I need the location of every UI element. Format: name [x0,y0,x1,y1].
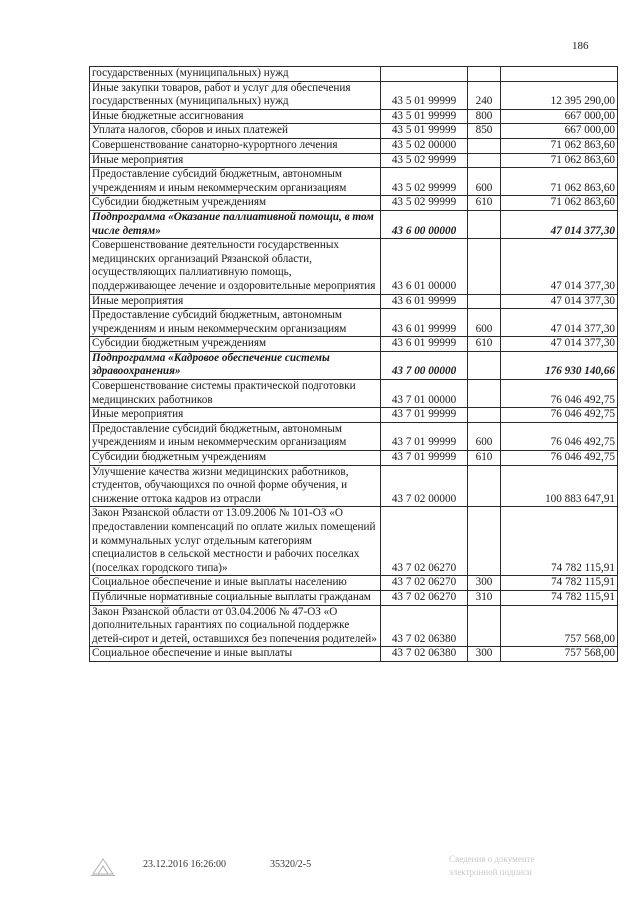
row-name-cell: Предоставление субсидий бюджетным, автономным учреждениям и иным некоммерческим организациям [90,422,381,450]
row-code-cell: 43 7 01 99999 [381,422,468,450]
table-row [90,451,618,466]
row-code-cell: 43 7 00 00000 [381,351,468,379]
table-row [90,576,618,591]
row-amount-cell: 71 062 863,60 [501,138,618,153]
row-expense-type-cell: 600 [468,309,501,337]
row-expense-type-cell [468,153,501,168]
row-name-cell: Закон Рязанской области от 13.09.2006 № 101-ОЗ «О предоставлении компенсаций по оплате жилых помещений и коммунальных услуг отдельным категориям специалистов в сельской местности и рабочих поселках (поселках городского типа)» [90,507,381,576]
subprogram-row [90,210,618,238]
row-amount-cell: 76 046 492,75 [501,422,618,450]
row-name-cell: Предоставление субсидий бюджетным, автономным учреждениям и иным некоммерческим организациям [90,309,381,337]
row-amount-cell: 74 782 115,91 [501,507,618,576]
page-number: 186 [572,40,589,52]
row-expense-type-cell: 310 [468,590,501,605]
footer-document-code: 35320/2-5 [270,859,312,870]
row-amount-cell: 71 062 863,60 [501,168,618,196]
table-row [90,239,618,294]
row-expense-type-cell [468,465,501,507]
row-expense-type-cell: 300 [468,647,501,662]
row-code-cell: 43 7 02 06270 [381,507,468,576]
table-row [90,168,618,196]
row-amount-cell: 74 782 115,91 [501,576,618,591]
row-expense-type-cell: 610 [468,451,501,466]
row-name-cell: Подпрограмма «Кадровое обеспечение системы здравоохранения» [90,351,381,379]
row-expense-type-cell: 300 [468,576,501,591]
table-row [90,590,618,605]
row-amount-cell: 47 014 377,30 [501,210,618,238]
table-row [90,196,618,211]
row-code-cell: 43 5 02 00000 [381,138,468,153]
footer-watermark-line2: электронной подписи [449,867,532,877]
subprogram-row [90,351,618,379]
row-name-cell: Субсидии бюджетным учреждениям [90,451,381,466]
table-row [90,422,618,450]
row-code-cell: 43 6 01 99999 [381,337,468,352]
row-name-cell: Уплата налогов, сборов и иных платежей [90,124,381,139]
row-name-cell: Иные мероприятия [90,294,381,309]
table-row [90,408,618,423]
table-row [90,81,618,109]
table-row [90,337,618,352]
row-code-cell: 43 6 00 00000 [381,210,468,238]
row-expense-type-cell [468,507,501,576]
row-code-cell: 43 7 02 06270 [381,576,468,591]
row-code-cell: 43 6 01 99999 [381,309,468,337]
row-name-cell: Социальное обеспечение и иные выплаты населению [90,576,381,591]
table-row [90,124,618,139]
row-amount-cell: 757 568,00 [501,647,618,662]
row-amount-cell: 47 014 377,30 [501,294,618,309]
row-code-cell [381,67,468,82]
row-expense-type-cell: 600 [468,422,501,450]
row-amount-cell: 71 062 863,60 [501,153,618,168]
row-code-cell: 43 7 02 06380 [381,647,468,662]
registry-stamp-icon [90,855,116,877]
table-row [90,380,618,408]
row-amount-cell: 100 883 647,91 [501,465,618,507]
row-amount-cell: 667 000,00 [501,124,618,139]
row-amount-cell: 176 930 140,66 [501,351,618,379]
row-amount-cell: 47 014 377,30 [501,239,618,294]
row-expense-type-cell [468,67,501,82]
table-row [90,109,618,124]
row-expense-type-cell [468,138,501,153]
row-expense-type-cell: 610 [468,337,501,352]
row-code-cell: 43 6 01 99999 [381,294,468,309]
row-expense-type-cell: 800 [468,109,501,124]
row-amount-cell: 757 568,00 [501,605,618,647]
footer-watermark [449,853,535,879]
row-code-cell: 43 7 01 99999 [381,451,468,466]
row-name-cell: Предоставление субсидий бюджетным, автономным учреждениям и иным некоммерческим организациям [90,168,381,196]
table-row [90,153,618,168]
row-amount-cell: 76 046 492,75 [501,380,618,408]
row-code-cell: 43 5 01 99999 [381,81,468,109]
row-amount-cell [501,67,618,82]
row-name-cell: Субсидии бюджетным учреждениям [90,196,381,211]
page-footer [0,853,640,883]
table-row [90,309,618,337]
row-code-cell: 43 5 02 99999 [381,168,468,196]
row-expense-type-cell [468,408,501,423]
row-name-cell: Совершенствование системы практической подготовки медицинских работников [90,380,381,408]
row-amount-cell: 47 014 377,30 [501,337,618,352]
row-amount-cell: 12 395 290,00 [501,81,618,109]
row-expense-type-cell: 610 [468,196,501,211]
row-name-cell: Иные мероприятия [90,153,381,168]
budget-table-body [90,67,618,662]
row-name-cell: Социальное обеспечение и иные выплаты [90,647,381,662]
row-name-cell: Иные мероприятия [90,408,381,423]
row-name-cell: Публичные нормативные социальные выплаты гражданам [90,590,381,605]
table-row [90,605,618,647]
row-code-cell: 43 7 02 00000 [381,465,468,507]
row-code-cell: 43 7 01 00000 [381,380,468,408]
row-expense-type-cell [468,605,501,647]
row-name-cell: Иные закупки товаров, работ и услуг для обеспечения государственных (муниципальных) нужд [90,81,381,109]
row-name-cell: Улучшение качества жизни медицинских работников, студентов, обучающихся по очной форме обучения, и снижение оттока кадров из отрасли [90,465,381,507]
table-row [90,647,618,662]
table-row [90,507,618,576]
row-expense-type-cell [468,239,501,294]
row-expense-type-cell: 240 [468,81,501,109]
table-row [90,294,618,309]
row-code-cell: 43 7 02 06380 [381,605,468,647]
row-name-cell: Иные бюджетные ассигнования [90,109,381,124]
row-amount-cell: 71 062 863,60 [501,196,618,211]
row-expense-type-cell: 600 [468,168,501,196]
row-code-cell: 43 5 01 99999 [381,124,468,139]
row-code-cell: 43 5 02 99999 [381,153,468,168]
row-expense-type-cell: 850 [468,124,501,139]
row-code-cell: 43 6 01 00000 [381,239,468,294]
footer-timestamp: 23.12.2016 16:26:00 [143,859,227,870]
row-code-cell: 43 5 02 99999 [381,196,468,211]
row-expense-type-cell [468,380,501,408]
row-amount-cell: 76 046 492,75 [501,408,618,423]
row-name-cell: Закон Рязанской области от 03.04.2006 № 47-ОЗ «О дополнительных гарантиях по социальной поддержке детей-сирот и детей, оставшихся без попечения родителей» [90,605,381,647]
table-row [90,138,618,153]
row-expense-type-cell [468,351,501,379]
table-row [90,465,618,507]
row-name-cell: Совершенствование деятельности государственных медицинских организаций Рязанской области, осуществляющих паллиативную помощь, поддерживающее лечение и оздоровительные мероприятия [90,239,381,294]
row-expense-type-cell [468,210,501,238]
row-amount-cell: 74 782 115,91 [501,590,618,605]
row-name-cell: Субсидии бюджетным учреждениям [90,337,381,352]
footer-watermark-line1: Сведения о документе [449,854,535,864]
row-amount-cell: 47 014 377,30 [501,309,618,337]
row-code-cell: 43 7 01 99999 [381,408,468,423]
row-name-cell: Совершенствование санаторно-курортного лечения [90,138,381,153]
budget-table [89,66,618,662]
row-name-cell: Подпрограмма «Оказание паллиативной помощи, в том числе детям» [90,210,381,238]
row-code-cell: 43 7 02 06270 [381,590,468,605]
row-code-cell: 43 5 01 99999 [381,109,468,124]
row-amount-cell: 76 046 492,75 [501,451,618,466]
table-row [90,67,618,82]
row-name-cell: государственных (муниципальных) нужд [90,67,381,82]
row-amount-cell: 667 000,00 [501,109,618,124]
row-expense-type-cell [468,294,501,309]
